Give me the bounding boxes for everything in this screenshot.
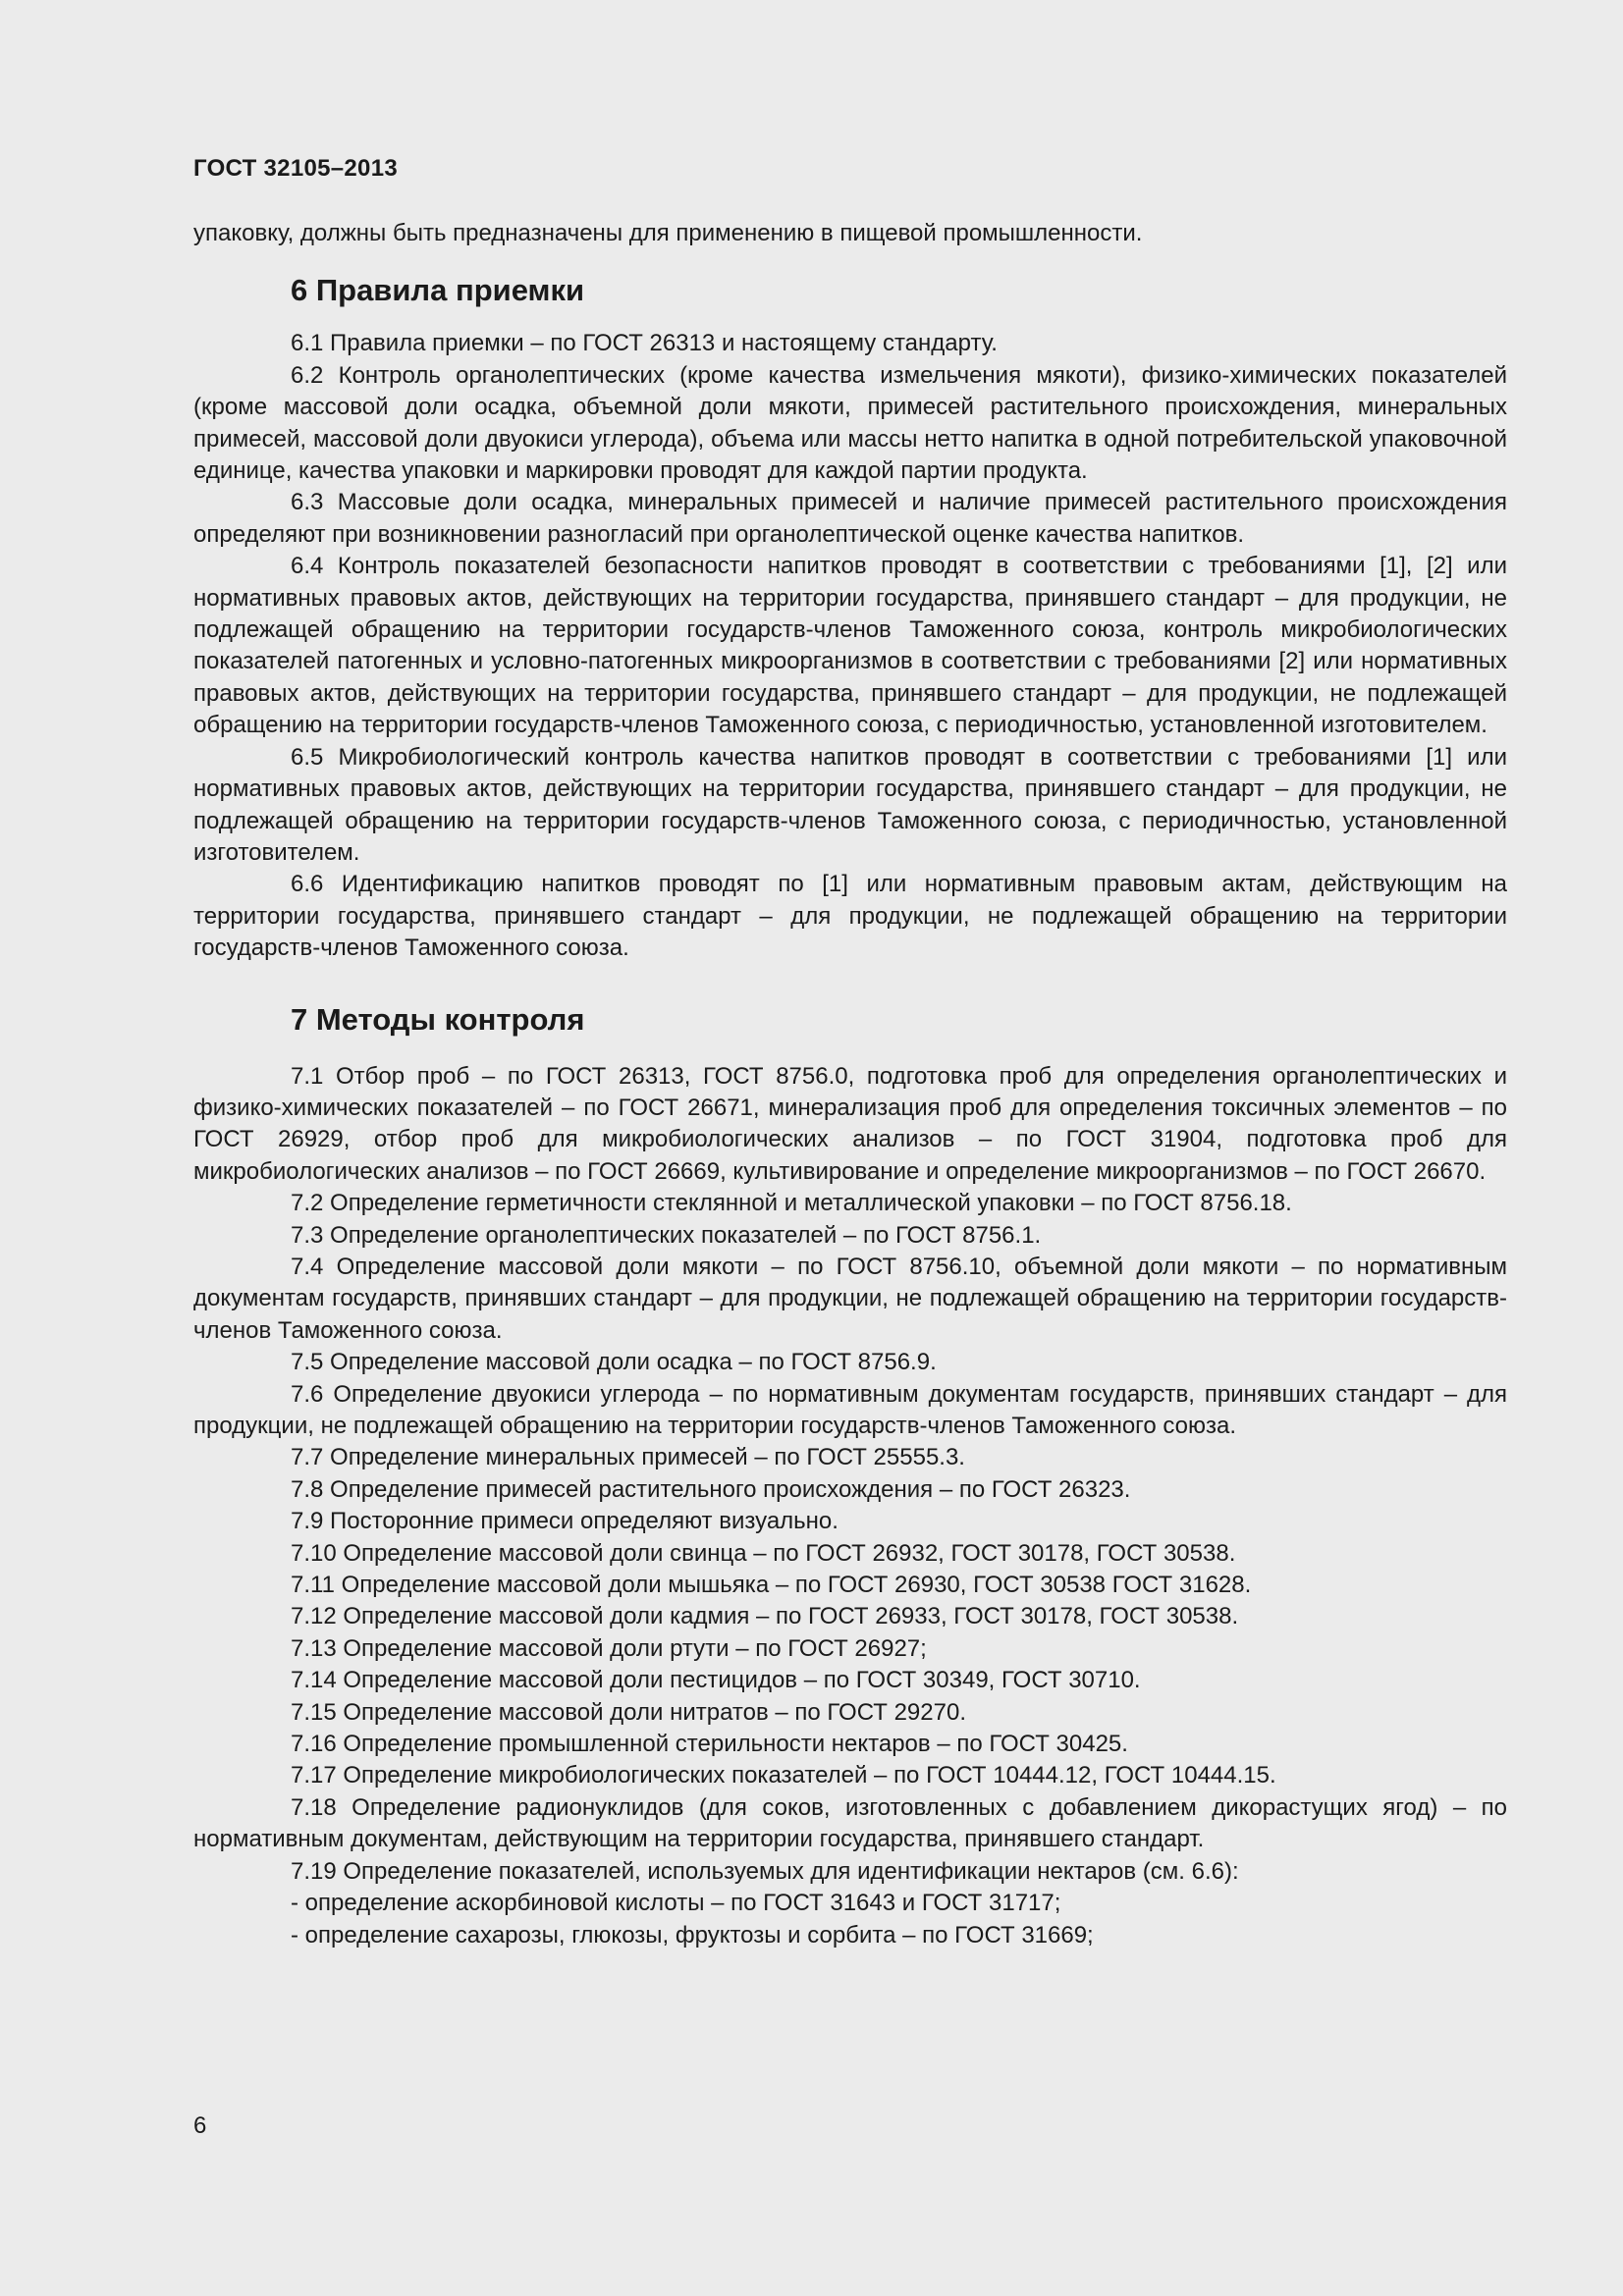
paragraph-6-1: 6.1 Правила приемки – по ГОСТ 26313 и настоящему стандарту. <box>291 330 998 357</box>
paragraph-6-4: 6.4 Контроль показателей безопасности напитков проводят в соответствии с требованиями [1], [2] или нормативных правовых актов, действующих на территории государства, принявшего стандарт – для продукции, не подлежащей обращению на территории государств-членов Таможенного союза, контроль микробиологических показателей патогенных и условно-патогенных микроорганизмов в соответствии с требованиями [2] или нормативных правовых актов, действующих на территории государства, принявшего стандарт – для продукции, не подлежащей обращению на территории государств-членов Таможенного союза, с периодичностью, установленной изготовителем. <box>193 553 1507 739</box>
paragraph-7-5: 7.5 Определение массовой доли осадка – по ГОСТ 8756.9. <box>291 1349 937 1376</box>
paragraph-7-10: 7.10 Определение массовой доли свинца – по ГОСТ 26932, ГОСТ 30178, ГОСТ 30538. <box>291 1539 1236 1567</box>
paragraph-7-2: 7.2 Определение герметичности стеклянной и металлической упаковки – по ГОСТ 8756.18. <box>291 1190 1292 1217</box>
paragraph-7-6: 7.6 Определение двуокиси углерода – по нормативным документам государств, принявших стандарт – для продукции, не подлежащей обращению на территории государств-членов Таможенного союза. <box>193 1380 1507 1439</box>
paragraph-6-5: 6.5 Микробиологический контроль качества напитков проводят в соответствии с требованиями [1] или нормативных правовых актов, действующих на территории государства, принявшего стандарт – для продукции, не подлежащей обращению на территории государств-членов Таможенного союза, с периодичностью, установленной изготовителем. <box>193 743 1507 866</box>
document-body <box>193 218 1507 1951</box>
paragraph-7-19: 7.19 Определение показателей, используемых для идентификации нектаров (см. 6.6): <box>291 1857 1239 1885</box>
paragraph-6-2: 6.2 Контроль органолептических (кроме качества измельчения мякоти), физико-химических показателей (кроме массовой доли осадка, объемной доли мякоти, примесей растительного происхождения, минеральных примесей, массовой доли двуокиси углерода), объема или массы нетто напитка в одной потребительской упаковочной единице, качества упаковки и маркировки проводят для каждой партии продукта. <box>193 361 1507 485</box>
paragraph-7-13: 7.13 Определение массовой доли ртути – по ГОСТ 26927; <box>291 1634 927 1662</box>
paragraph-7-18: 7.18 Определение радионуклидов (для соков, изготовленных с добавлением дикорастущих ягод) – по нормативным документам, действующим на территории государства, принявшего стандарт. <box>193 1793 1507 1853</box>
paragraph-7-16: 7.16 Определение промышленной стерильности нектаров – по ГОСТ 30425. <box>291 1731 1128 1758</box>
paragraph-7-3: 7.3 Определение органолептических показателей – по ГОСТ 8756.1. <box>291 1221 1042 1249</box>
paragraph-7-11: 7.11 Определение массовой доли мышьяка – по ГОСТ 26930, ГОСТ 30538 ГОСТ 31628. <box>291 1572 1252 1599</box>
paragraph-7-1: 7.1 Отбор проб – по ГОСТ 26313, ГОСТ 8756.0, подготовка проб для определения органолептических и физико-химических показателей – по ГОСТ 26671, минерализация проб для определения токсичных элементов – по ГОСТ 26929, отбор проб для микробиологических анализов – по ГОСТ 31904, подготовка проб для микробиологических анализов – по ГОСТ 26669, культивирование и определение микроорганизмов – по ГОСТ 26670. <box>193 1062 1507 1185</box>
page-number: 6 <box>193 2112 207 2139</box>
list-item: - определение аскорбиновой кислоты – по ГОСТ 31643 и ГОСТ 31717; <box>291 1890 1061 1917</box>
list-item: - определение сахарозы, глюкозы, фруктозы и сорбита – по ГОСТ 31669; <box>291 1921 1094 1949</box>
section-6-heading: 6 Правила приемки <box>291 273 585 308</box>
paragraph-6-6: 6.6 Идентификацию напитков проводят по [1] или нормативным правовым актам, действующим на территории государства, принявшего стандарт – для продукции, не подлежащей обращению на территории государств-членов Таможенного союза. <box>193 871 1507 962</box>
paragraph-7-4: 7.4 Определение массовой доли мякоти – по ГОСТ 8756.10, объемной доли мякоти – по нормативным документам государств, принявших стандарт – для продукции, не подлежащей обращению на территории государств-членов Таможенного союза. <box>193 1253 1507 1344</box>
paragraph-7-17: 7.17 Определение микробиологических показателей – по ГОСТ 10444.12, ГОСТ 10444.15. <box>291 1762 1276 1789</box>
paragraph-7-9: 7.9 Посторонние примеси определяют визуально. <box>291 1508 839 1535</box>
paragraph-6-3: 6.3 Массовые доли осадка, минеральных примесей и наличие примесей растительного происхождения определяют при возникновении разногласий при органолептической оценке качества напитков. <box>193 489 1507 548</box>
paragraph-7-15: 7.15 Определение массовой доли нитратов – по ГОСТ 29270. <box>291 1698 966 1726</box>
section-7-heading: 7 Методы контроля <box>291 1001 585 1037</box>
paragraph-7-14: 7.14 Определение массовой доли пестицидов – по ГОСТ 30349, ГОСТ 30710. <box>291 1667 1141 1694</box>
intro-continuation: упаковку, должны быть предназначены для применению в пищевой промышленности. <box>193 220 1143 246</box>
paragraph-7-12: 7.12 Определение массовой доли кадмия – по ГОСТ 26933, ГОСТ 30178, ГОСТ 30538. <box>291 1603 1239 1630</box>
paragraph-7-8: 7.8 Определение примесей растительного происхождения – по ГОСТ 26323. <box>291 1475 1131 1503</box>
document-code-header: ГОСТ 32105–2013 <box>193 155 398 182</box>
paragraph-7-7: 7.7 Определение минеральных примесей – по ГОСТ 25555.3. <box>291 1444 965 1471</box>
